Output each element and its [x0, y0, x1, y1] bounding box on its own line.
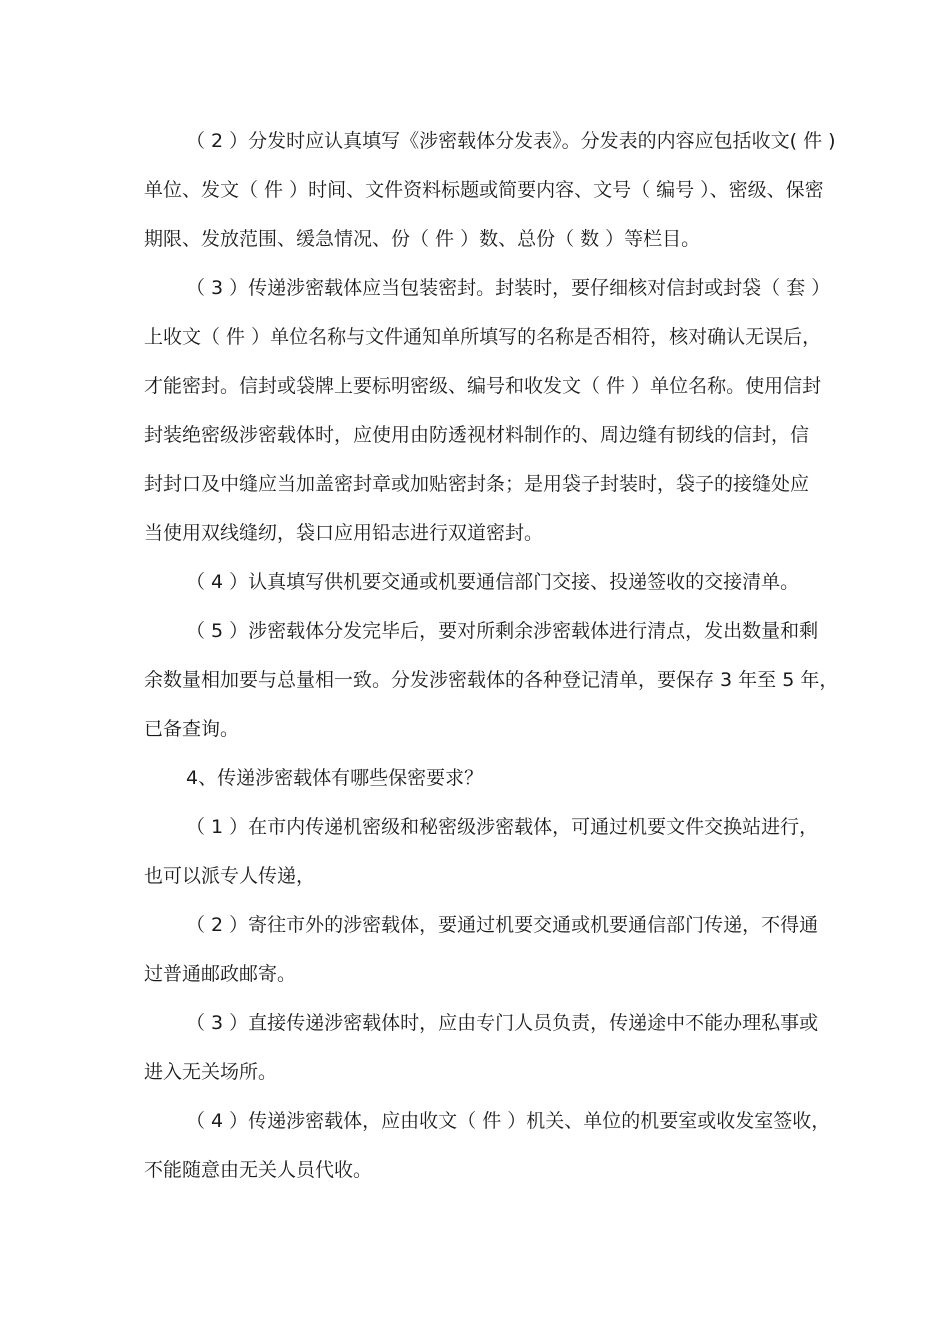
paragraph-line: 进入无关场所。	[144, 1061, 278, 1083]
paragraph-line: （ 5 ）涉密载体分发完毕后，要对所剩余涉密载体进行清点，发出数量和剩	[186, 620, 819, 642]
paragraph-line: 封装绝密级涉密载体时，应使用由防透视材料制作的、周边缝有韧线的信封，信	[144, 424, 810, 446]
paragraph-line: 单位、发文（ 件 ）时间、文件资料标题或简要内容、文号（ 编号 ）、密级、保密	[144, 179, 824, 201]
paragraph-line: 才能密封。信封或袋牌上要标明密级、编号和收发文（ 件 ）单位名称。使用信封	[144, 375, 822, 397]
paragraph-line: 过普通邮政邮寄。	[144, 963, 297, 985]
paragraph-line: 余数量相加要与总量相一致。分发涉密载体的各种登记清单，要保存 3 年至 5 年，	[144, 669, 839, 691]
paragraph-line: （ 4 ）认真填写供机要交通或机要通信部门交接、投递签收的交接清单。	[186, 571, 800, 593]
paragraph-line: 当使用双线缝纫，袋口应用铅志进行双道密封。	[144, 522, 544, 544]
paragraph-line: （ 1 ）在市内传递机密级和秘密级涉密载体，可通过机要文件交换站进行，	[186, 816, 819, 838]
paragraph-line: 期限、发放范围、缓急情况、份（ 件 ）数、总份（ 数 ）等栏目。	[144, 228, 701, 250]
paragraph-line: 已备查询。	[144, 718, 240, 740]
paragraph-line: （ 2 ）分发时应认真填写《涉密载体分发表》。分发表的内容应包括收文( 件 )	[186, 130, 836, 152]
document-body	[144, 117, 839, 1195]
paragraph-line: 不能随意由无关人员代收。	[144, 1159, 373, 1181]
paragraph-line: （ 2 ）寄往市外的涉密载体，要通过机要交通或机要通信部门传递，不得通	[186, 914, 819, 936]
paragraph-line: （ 4 ）传递涉密载体，应由收文（ 件 ）机关、单位的机要室或收发室签收，	[186, 1110, 831, 1132]
paragraph-line: （ 3 ）直接传递涉密载体时，应由专门人员负责，传递途中不能办理私事或	[186, 1012, 819, 1034]
paragraph-line: 封封口及中缝应当加盖密封章或加贴密封条；是用袋子封装时，袋子的接缝处应	[144, 473, 810, 495]
paragraph-line: 上收文（ 件 ）单位名称与文件通知单所填写的名称是否相符，核对确认无误后，	[144, 326, 822, 348]
paragraph-line: （ 3 ）传递涉密载体应当包装密封。封装时，要仔细核对信封或封袋（ 套 ）	[186, 277, 831, 299]
section-heading: 4、传递涉密载体有哪些保密要求？	[186, 767, 484, 789]
paragraph-line: 也可以派专人传递，	[144, 865, 316, 887]
